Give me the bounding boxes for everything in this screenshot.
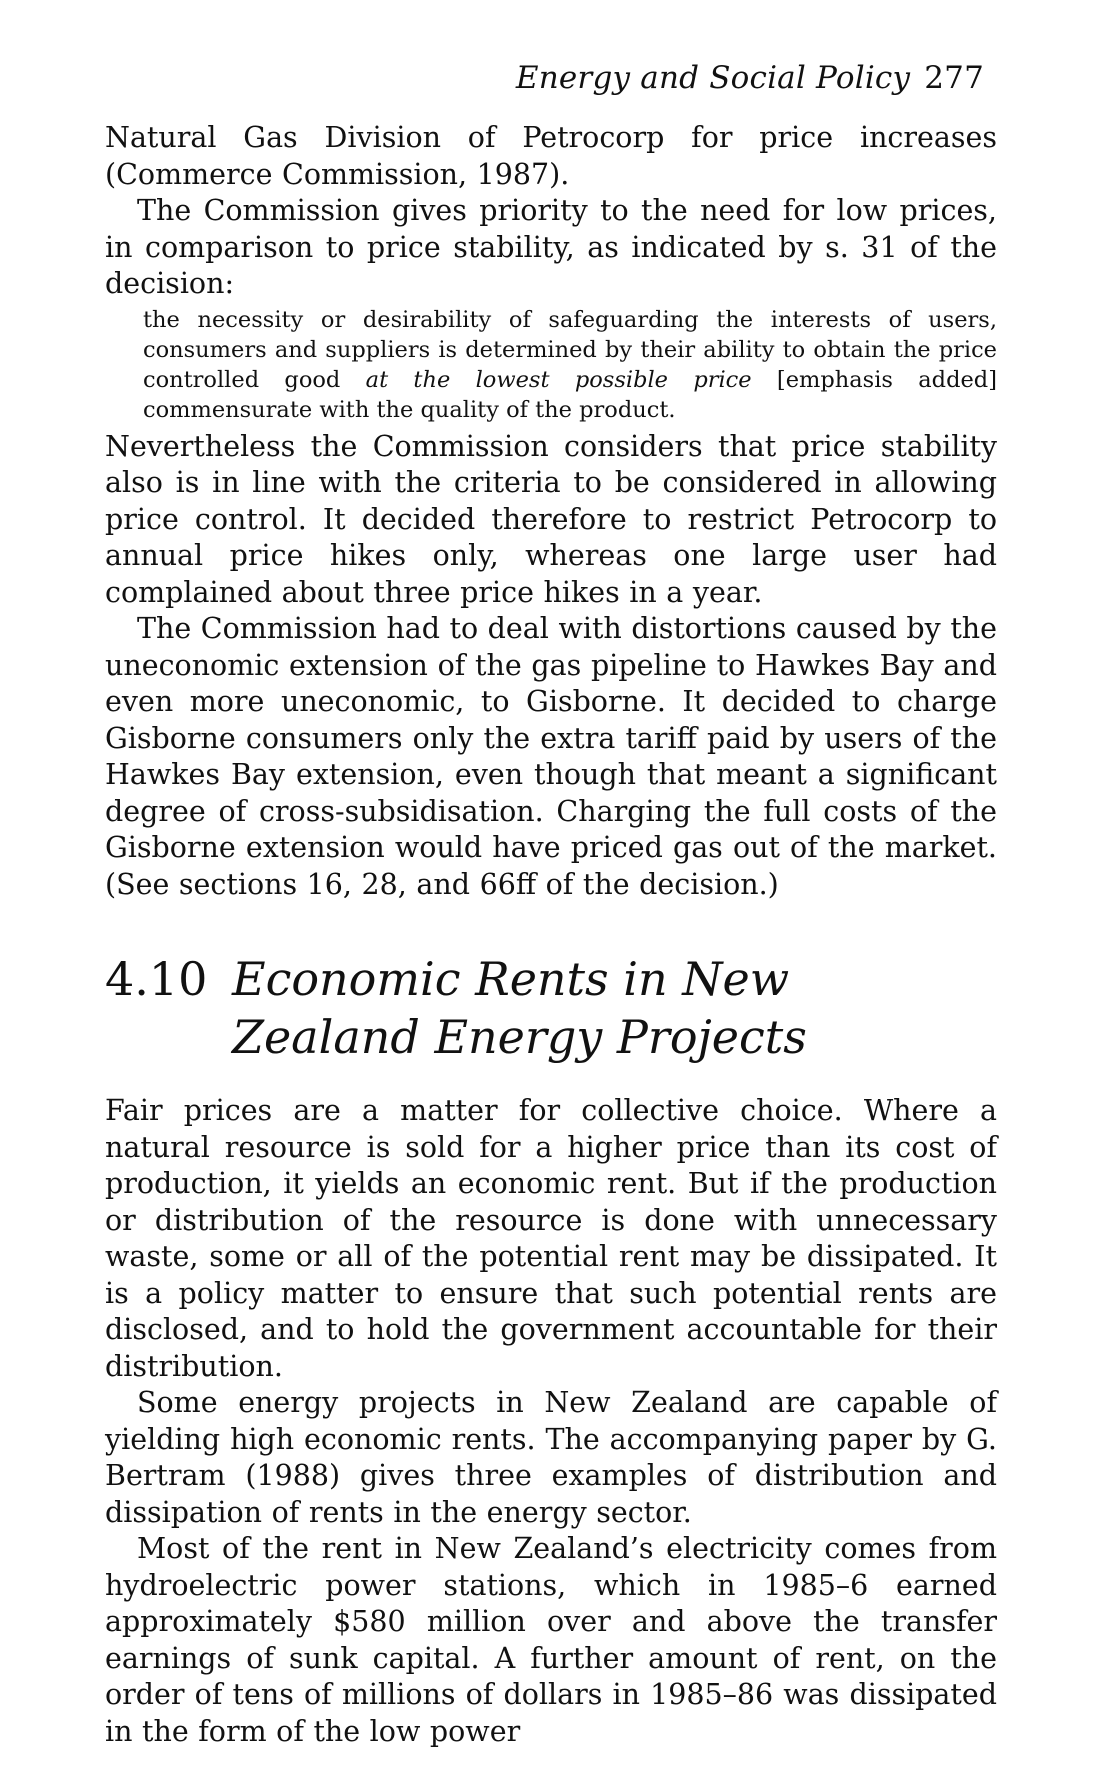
quote-text-after: [emphasis added] commensurate with the quality of the product. (143, 366, 997, 423)
bottom-text-block (105, 1093, 997, 1750)
quote-text-before: the necessity or desirability of safeguarding the interests of users, consumers and suppliers is determined by their ability to obtain the price controlled good (143, 306, 997, 393)
block-quote (143, 305, 997, 425)
paragraph-continued: Natural Gas Division of Petrocorp for price increases (Commerce Commission, 1987). (105, 121, 997, 191)
paragraph-hydroelectric: Most of the rent in New Zealand’s electricity comes from hydroelectric power stations, which in 1985–6 earned approximately $580 million over and above the transfer earnings of sunk capital. A further amount of rent, on the order of tens of millions of dollars in 1985–86 was dissipated in the form of the low power (105, 1532, 997, 1748)
paragraph-distortions: The Commission had to deal with distortions caused by the uneconomic extension of the gas pipeline to Hawkes Bay and even more uneconomic, to Gisborne. It decided to charge Gisborne consumers only the extra tariff paid by users of the Hawkes Bay extension, even though that meant a significant degree of cross-subsidisation. Charging the full costs of the Gisborne extension would have priced gas out of the market. (See sections 16, 28, and 66ff of the decision.) (105, 612, 998, 901)
paragraph-nevertheless: Nevertheless the Commission considers that price stability also is in line with the criteria to be considered in allowing price control. It decided therefore to restrict Petrocorp to annual price hikes only, whereas one large user had complained about three price hikes in a year. (105, 429, 997, 609)
running-head (516, 60, 984, 96)
paragraph-energy-projects: Some energy projects in New Zealand are capable of yielding high economic rents. The accompanying paper by G. Bertram (1988) gives three examples of distribution and dissipation of rents in the energy sector. (105, 1386, 997, 1529)
section-title: Economic Rents in New Zealand Energy Projects (232, 952, 807, 1064)
quote-emphasis: at the lowest possible price (365, 366, 752, 393)
running-title: Energy and Social Policy (515, 60, 911, 96)
section-number: 4.10 (105, 952, 208, 1006)
paragraph-fair-prices: Fair prices are a matter for collective choice. Where a natural resource is sold for a higher price than its cost of production, it yields an economic rent. But if the production or distribution of the resource is done with unnecessary waste, some or all of the potential rent may be dissipated. It is a policy matter to ensure that such potential rents are disclosed, and to hold the government accountable for their distribution. (105, 1094, 997, 1383)
paragraph-priority: The Commission gives priority to the need for low prices, in comparison to price stability, as indicated by s. 31 of the decision: (105, 194, 997, 300)
top-text-block (105, 120, 997, 903)
page-number: 277 (924, 60, 984, 96)
